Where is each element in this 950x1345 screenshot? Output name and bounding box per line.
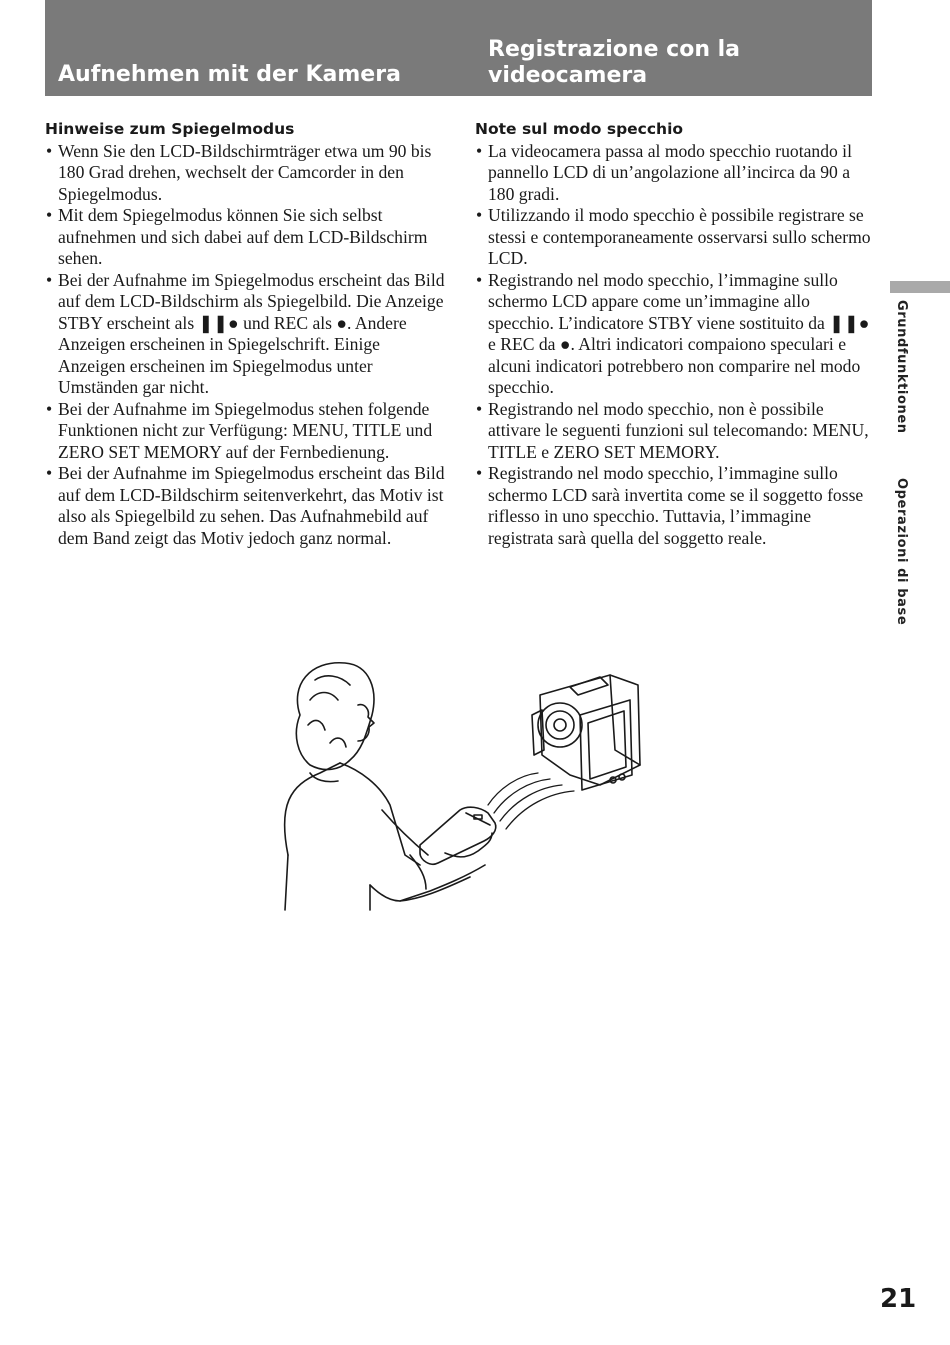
list-item: • Wenn Sie den LCD-Bildschirmträger etwa um 90 bis 180 Grad drehen, wechselt der Camcorder in den Spiegelmodus. [45, 141, 445, 206]
list-item: • Bei der Aufnahme im Spiegelmodus erscheint das Bild auf dem LCD-Bildschirm als Spiegelbild. Die Anzeige STBY erscheint als ❚❚● und REC als ●. Andere Anzeigen erscheinen in Spiegelschrift. Einige Anzeigen erscheinen im Spiegelmodus unter Umständen gar nicht. [45, 270, 445, 399]
list-item: • Utilizzando il modo specchio è possibile registrare se stessi e contemporaneamente osservarsi sullo schermo LCD. [475, 205, 873, 270]
list-item: • Registrando nel modo specchio, l’immagine sullo schermo LCD appare come un’immagine allo specchio. L’indicatore STBY viene sostituito da ❚❚● e REC da ●. Altri indicatori compaiono speculari e alcuni indicatori potrebbero non comparire nel modo specchio. [475, 270, 873, 399]
camcorder-drawing [532, 675, 640, 790]
german-notes-list [45, 141, 445, 550]
italian-column [475, 119, 873, 549]
list-item: • Mit dem Spiegelmodus können Sie sich selbst aufnehmen und sich dabei auf dem LCD-Bildschirm sehen. [45, 205, 445, 270]
side-label-german: Grundfunktionen [894, 300, 909, 434]
german-column [45, 119, 445, 549]
list-item: • Bei der Aufnahme im Spiegelmodus stehen folgende Funktionen nicht zur Verfügung: MENU, TITLE und ZERO SET MEMORY auf der Fernbedienung. [45, 399, 445, 464]
side-section-label [889, 300, 909, 626]
mirror-mode-illustration [270, 655, 670, 915]
side-label-italian: Operazioni di base [894, 477, 909, 626]
list-item: • Bei der Aufnahme im Spiegelmodus erscheint das Bild auf dem LCD-Bildschirm seitenverkehrt, das Motiv ist also als Spiegelbild zu sehen. Das Aufnahmebild auf dem Band zeigt das Motiv jedoch ganz normal. [45, 463, 445, 549]
person-drawing [285, 663, 485, 910]
page-title-german: Aufnehmen mit der Kamera [58, 62, 401, 87]
italian-notes-list [475, 141, 873, 550]
italian-section-heading: Note sul modo specchio [475, 120, 684, 138]
list-item: • La videocamera passa al modo specchio ruotando il pannello LCD di un’angolazione all’incirca da 90 a 180 gradi. [475, 141, 873, 206]
list-item: • Registrando nel modo specchio, l’immagine sullo schermo LCD sarà invertita come se il soggetto fosse riflesso in uno specchio. Tuttavia, l’immagine registrata sarà quella del soggetto reale. [475, 463, 873, 549]
section-tab-marker [890, 281, 950, 293]
german-section-heading: Hinweise zum Spiegelmodus [45, 120, 295, 138]
signal-waves [488, 773, 574, 829]
page-title-italian: Registrazione con la videocamera [488, 37, 741, 88]
remote-control-drawing [420, 807, 496, 864]
list-item: • Registrando nel modo specchio, non è possibile attivare le seguenti funzioni sul telecomando: MENU, TITLE e ZERO SET MEMORY. [475, 399, 873, 464]
page-number: 21 [880, 1284, 917, 1314]
